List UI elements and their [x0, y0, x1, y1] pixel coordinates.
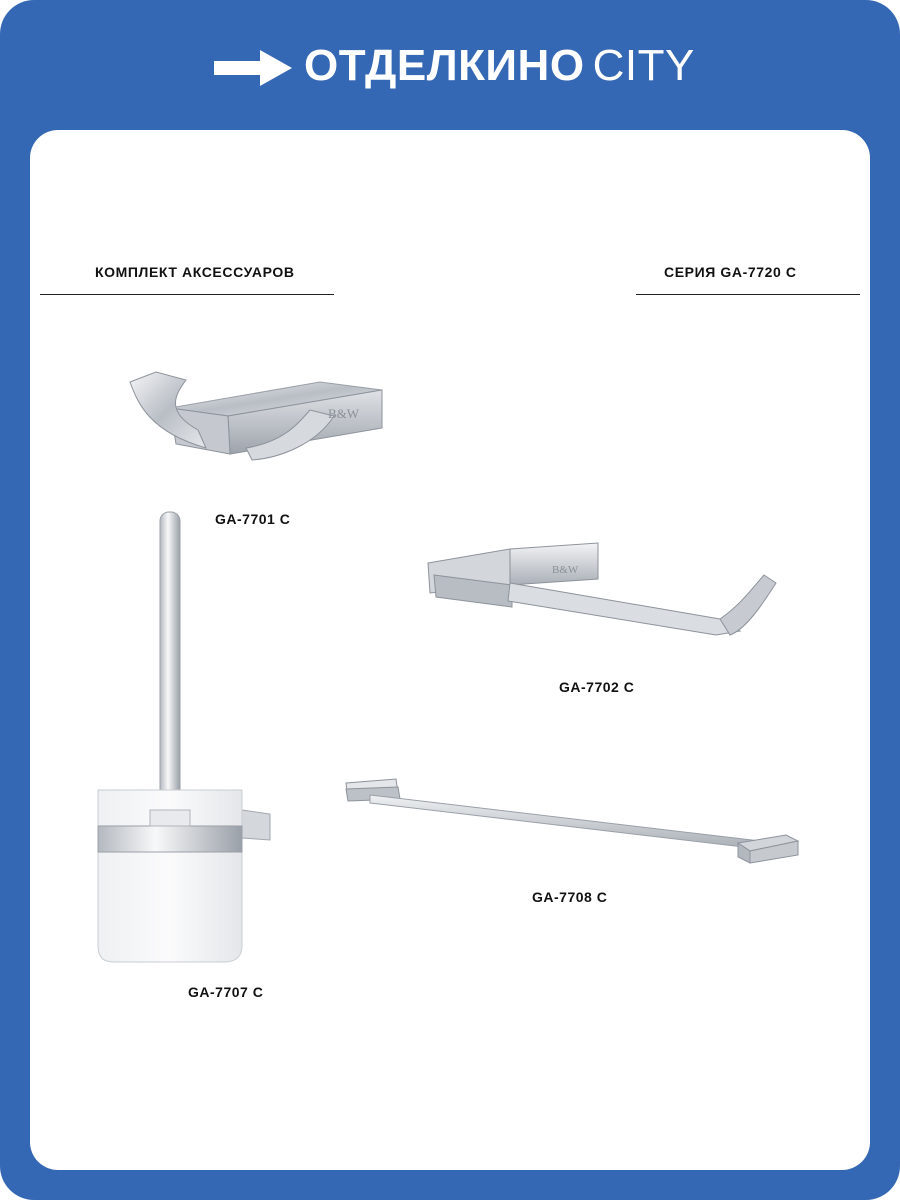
toilet-brush-image — [92, 510, 282, 970]
sku-label-ga-7707: GA-7707 C — [188, 984, 264, 1000]
brand-logo — [304, 38, 695, 94]
soap-dish-image — [120, 362, 390, 470]
set-heading: КОМПЛЕКТ АКСЕССУАРОВ — [95, 264, 295, 280]
towel-bar-image — [340, 775, 802, 871]
sku-label-ga-7708: GA-7708 C — [532, 889, 608, 905]
header — [0, 28, 900, 100]
sku-label-ga-7702: GA-7702 C — [559, 679, 635, 695]
paper-holder-image — [420, 535, 780, 645]
series-heading-rule — [636, 294, 860, 295]
brand-name-light: CITY — [592, 41, 695, 90]
paper-holder-logo: B&W — [552, 564, 579, 576]
set-heading-rule — [40, 294, 334, 295]
series-heading: СЕРИЯ GA-7720 C — [664, 264, 797, 280]
sku-label-ga-7701: GA-7701 C — [215, 511, 291, 527]
soap-dish-logo: B&W — [328, 406, 360, 421]
content-panel — [30, 130, 870, 1170]
brand-name-bold: ОТДЕЛКИНО — [304, 41, 585, 90]
arrow-right-icon — [214, 50, 292, 86]
